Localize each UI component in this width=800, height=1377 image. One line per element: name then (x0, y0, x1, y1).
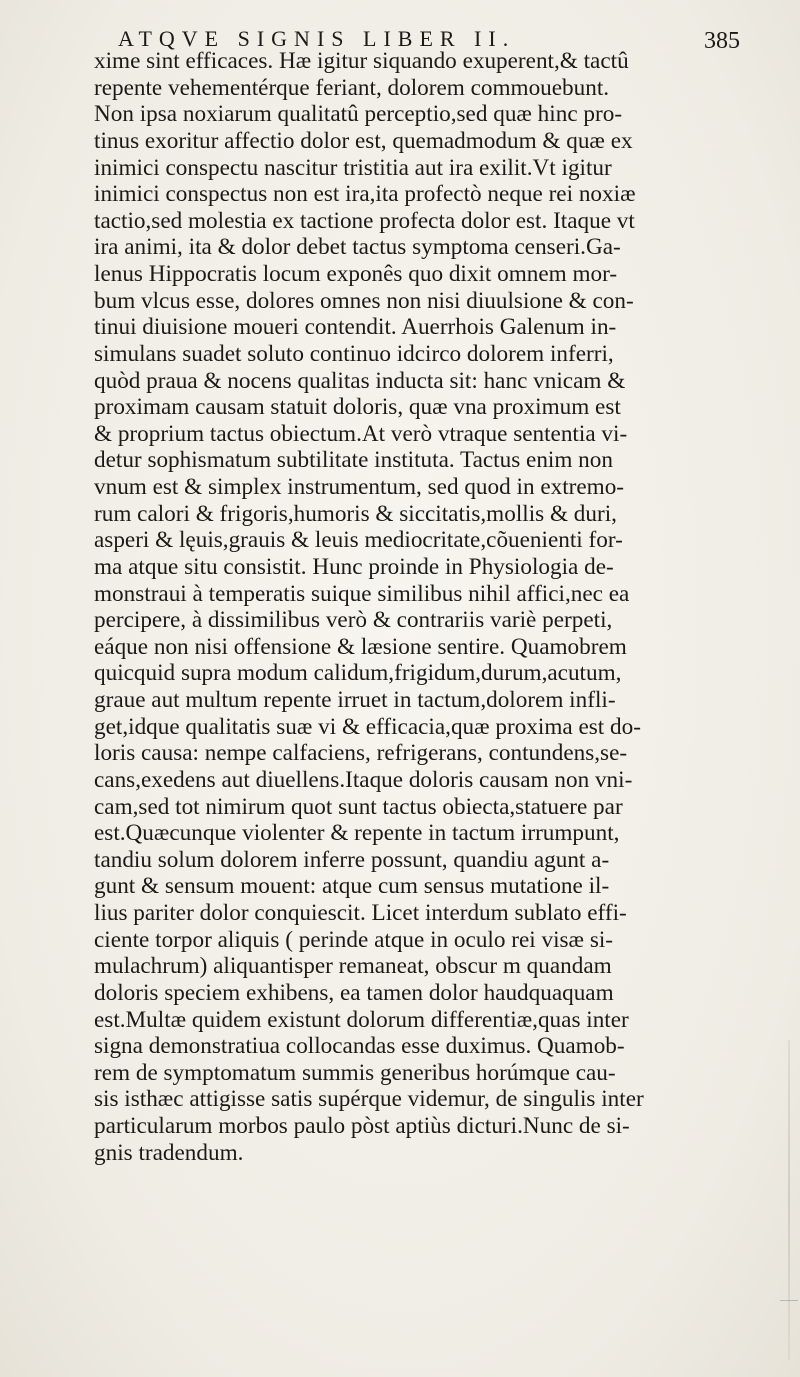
text-line: ira animi, ita & dolor debet tactus symptoma censeri.Ga- (94, 234, 621, 261)
text-line: repente vehementérque feriant, dolorem commouebunt. (94, 74, 610, 101)
text-line: Non ipsa noxiarum qualitatû perceptio,sed quæ hinc pro- (94, 101, 623, 128)
text-line: inimici conspectus non est ira,ita profectò neque rei noxiæ (94, 181, 636, 208)
text-line: ciente torpor aliquis ( perinde atque in oculo rei visæ si- (94, 926, 614, 953)
text-line: simulans suadet soluto continuo idcirco dolorem inferri, (94, 340, 614, 367)
text-line: detur sophismatum subtilitate instituta. Tactus enim non (94, 447, 613, 474)
running-head: ATQVE SIGNIS LIBER II. (118, 26, 516, 51)
text-line: proximam causam statuit doloris, quæ vna proximum est (94, 394, 621, 421)
text-line: gnis tradendum. (94, 1139, 244, 1166)
text-line: mulachrum) aliquantisper remaneat, obscur m quandam (94, 953, 612, 980)
text-line: quòd praua & nocens qualitas inducta sit: hanc vnicam & (94, 367, 626, 394)
text-line: tandiu solum dolorem inferre possunt, quandiu agunt a- (94, 846, 610, 873)
text-line: bum vlcus esse, dolores omnes non nisi diuulsione & con- (94, 287, 634, 314)
text-line: inimici conspectu nascitur tristitia aut ira exilit.Vt igitur (94, 154, 612, 181)
text-line: particularum morbos paulo pòst aptiùs dicturi.Nunc de si- (94, 1113, 630, 1139)
text-line: tactio,sed molestia ex tactione profecta dolor est. Itaque vt (94, 207, 635, 234)
text-line: signa demonstratiua collocandas esse duximus. Quamob- (94, 1033, 625, 1060)
text-line: quicquid supra modum calidum,frigidum,durum,acutum, (94, 660, 622, 687)
page-edge-mark (780, 1300, 798, 1301)
text-line: cam,sed tot nimirum quot sunt tactus obiecta,statuere par (94, 793, 623, 820)
text-line: tinui diuisione moueri contendit. Auerrhois Galenum in- (94, 314, 617, 341)
text-line: est.Quæcunque violenter & repente in tactum irrumpunt, (94, 820, 620, 847)
text-line: get,idque qualitatis suæ vi & efficacia,quæ proxima est do- (94, 713, 641, 740)
text-line: ma atque situ consistit. Hunc proinde in Physiologia de- (94, 553, 614, 580)
text-line: vnum est & simplex instrumentum, sed quod in extremo- (94, 474, 625, 500)
text-line: & proprium tactus obiectum.At verò vtraque sententia vi- (94, 420, 628, 447)
text-line: tinus exoritur affectio dolor est, quemadmodum & quæ ex (94, 127, 633, 154)
text-line: xime sint efficaces. Hæ igitur siquando exuperent,& tactû (94, 48, 629, 74)
text-line: loris causa: nempe calfaciens, refrigerans, contundens,se- (94, 740, 628, 767)
page-edge-shadow (788, 1040, 790, 1360)
text-line: monstraui à temperatis suique similibus nihil affici,nec ea (94, 580, 630, 607)
text-line: rum calori & frigoris,humoris & siccitatis,mollis & duri, (94, 500, 617, 527)
text-line: cans,exedens aut diuellens.Itaque doloris causam non vni- (94, 766, 633, 793)
text-line: sis isthæc attigisse satis supérque videmur, de singulis inter (94, 1086, 644, 1113)
text-line: est.Multæ quidem existunt dolorum differentiæ,quas inter (94, 1006, 629, 1033)
text-line: rem de symptomatum summis generibus horúmque cau- (94, 1059, 616, 1086)
text-line: graue aut multum repente irruet in tactum,dolorem infli- (94, 687, 616, 713)
body-text (94, 48, 734, 1166)
text-line: gunt & sensum mouent: atque cum sensus mutatione il- (94, 873, 610, 900)
text-line: asperi & lęuis,grauis & leuis mediocritate,cõuenienti for- (94, 527, 623, 554)
text-line: lius pariter dolor conquiescit. Licet interdum sublato effi- (94, 900, 627, 926)
text-line: lenus Hippocratis locum exponês quo dixit omnem mor- (94, 261, 618, 287)
text-line: eáque non nisi offensione & læsione sentire. Quamobrem (94, 633, 627, 660)
text-line: percipere, à dissimilibus verò & contrariis variè perpeti, (94, 607, 613, 634)
text-line: doloris speciem exhibens, ea tamen dolor haudquaquam (94, 979, 614, 1006)
page-number: 385 (704, 28, 740, 54)
